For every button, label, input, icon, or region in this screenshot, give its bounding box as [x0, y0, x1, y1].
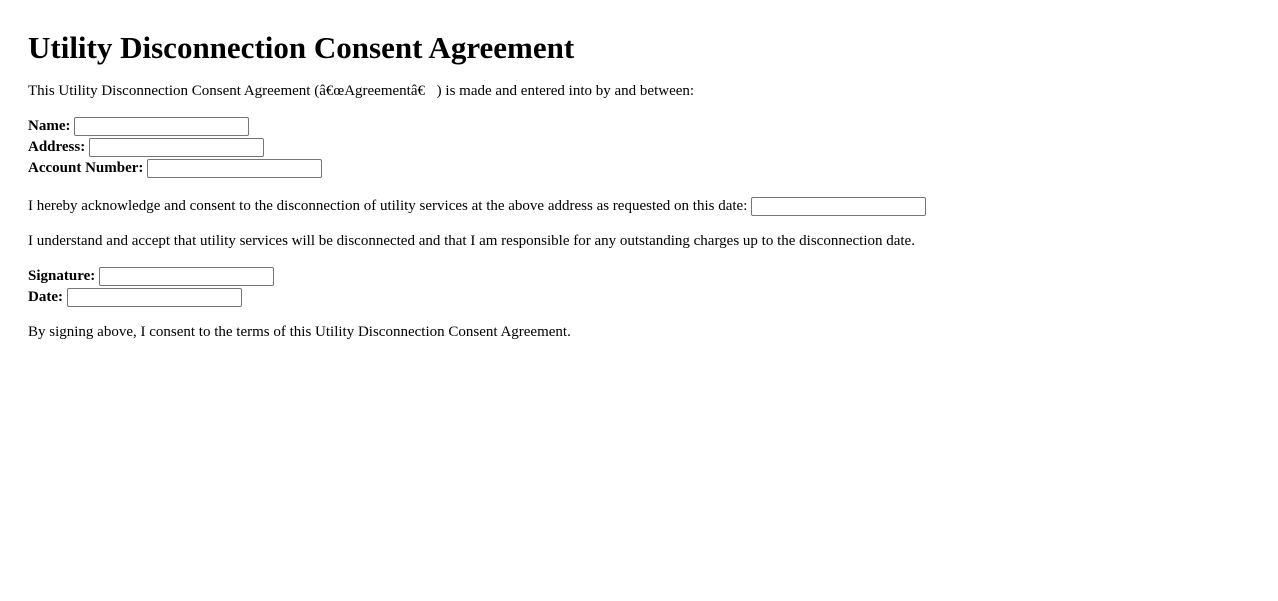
- signature-form: [28, 266, 1250, 308]
- party-details-form: [28, 116, 1250, 179]
- page-title: Utility Disconnection Consent Agreement: [28, 30, 575, 65]
- account-number-row: [28, 158, 1250, 179]
- account-number-label: Account Number:: [28, 160, 144, 176]
- understanding-paragraph: I understand and accept that utility services will be disconnected and that I am responsible for any outstanding charges up to the disconnection date.: [28, 233, 915, 249]
- acknowledgement-text: I hereby acknowledge and consent to the disconnection of utility services at the above address as requested on this date:: [28, 198, 748, 214]
- agreement-page: [0, 30, 1278, 343]
- address-field[interactable]: [89, 138, 264, 157]
- disconnection-date-field[interactable]: [751, 197, 926, 216]
- account-number-field[interactable]: [147, 159, 322, 178]
- acknowledgement-paragraph: [28, 196, 1250, 217]
- closing-paragraph: By signing above, I consent to the terms of this Utility Disconnection Consent Agreement.: [28, 324, 571, 340]
- name-label: Name:: [28, 118, 71, 134]
- signature-field[interactable]: [99, 267, 274, 286]
- date-label: Date:: [28, 289, 63, 305]
- address-row: [28, 137, 1250, 158]
- signature-row: [28, 266, 1250, 287]
- intro-paragraph: This Utility Disconnection Consent Agreement (â€œAgreementâ€ ) is made and entered into by and between:: [28, 83, 695, 99]
- date-field[interactable]: [67, 288, 242, 307]
- name-field[interactable]: [74, 117, 249, 136]
- signature-label: Signature:: [28, 268, 96, 284]
- address-label: Address:: [28, 139, 86, 155]
- name-row: [28, 116, 1250, 137]
- date-row: [28, 287, 1250, 308]
